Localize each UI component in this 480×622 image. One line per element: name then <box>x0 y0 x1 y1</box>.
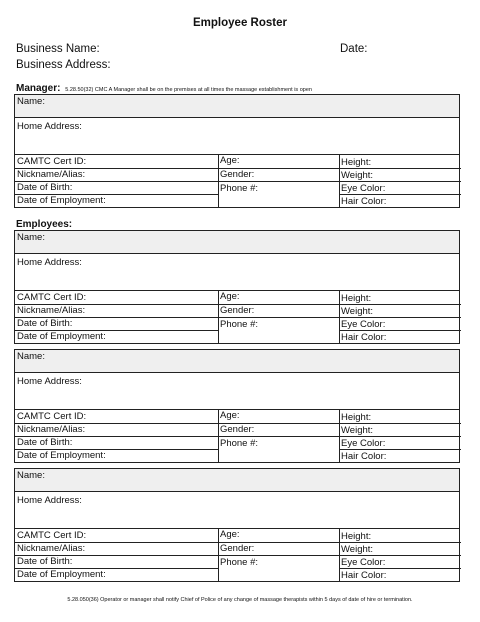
name-label: Name: <box>17 96 45 107</box>
details-grid <box>15 155 459 207</box>
nickname-label[interactable]: Nickname/Alias: <box>17 169 86 180</box>
gender-label[interactable]: Gender: <box>220 169 255 180</box>
home-address-row[interactable] <box>15 373 459 410</box>
phone-label[interactable]: Phone #: <box>220 319 259 330</box>
doe-label[interactable]: Date of Employment: <box>17 195 106 206</box>
name-row[interactable] <box>15 469 459 492</box>
name-label: Name: <box>17 470 45 481</box>
nickname-label[interactable]: Nickname/Alias: <box>17 424 86 435</box>
details-grid <box>15 410 459 462</box>
doe-label[interactable]: Date of Employment: <box>17 569 106 580</box>
manager-label: Manager: <box>16 83 61 94</box>
camtc-label[interactable]: CAMTC Cert ID: <box>17 156 87 167</box>
age-label[interactable]: Age: <box>220 529 240 540</box>
eye-color-label[interactable]: Eye Color: <box>341 183 386 194</box>
doe-label[interactable]: Date of Employment: <box>17 331 106 342</box>
age-label[interactable]: Age: <box>220 410 240 421</box>
eye-color-label[interactable]: Eye Color: <box>341 557 386 568</box>
footer-note: 5.28.050(36) Operator or manager shall notify Chief of Police of any change of massage therapists within 5 days of date of hire or termination. <box>67 597 413 603</box>
eye-color-label[interactable]: Eye Color: <box>341 319 386 330</box>
weight-label[interactable]: Weight: <box>341 544 374 555</box>
phone-label[interactable]: Phone #: <box>220 557 259 568</box>
weight-label[interactable]: Weight: <box>341 425 374 436</box>
hair-color-label[interactable]: Hair Color: <box>341 332 387 343</box>
employee-card-2 <box>14 349 460 463</box>
nickname-label[interactable]: Nickname/Alias: <box>17 305 86 316</box>
hair-color-label[interactable]: Hair Color: <box>341 451 387 462</box>
home-address-row[interactable] <box>15 492 459 529</box>
page-title: Employee Roster <box>193 17 287 29</box>
dob-label[interactable]: Date of Birth: <box>17 556 73 567</box>
hair-color-label[interactable]: Hair Color: <box>341 570 387 581</box>
name-row[interactable] <box>15 350 459 373</box>
eye-color-label[interactable]: Eye Color: <box>341 438 386 449</box>
name-label: Name: <box>17 351 45 362</box>
age-label[interactable]: Age: <box>220 155 240 166</box>
home-address-row[interactable] <box>15 118 459 155</box>
hair-color-label[interactable]: Hair Color: <box>341 196 387 207</box>
dob-label[interactable]: Date of Birth: <box>17 437 73 448</box>
details-grid <box>15 291 459 343</box>
dob-label[interactable]: Date of Birth: <box>17 182 73 193</box>
employee-card-1 <box>14 230 460 344</box>
doe-label[interactable]: Date of Employment: <box>17 450 106 461</box>
name-row[interactable] <box>15 231 459 254</box>
gender-label[interactable]: Gender: <box>220 543 255 554</box>
employees-label: Employees: <box>16 219 73 230</box>
home-address-label: Home Address: <box>17 495 82 506</box>
manager-card <box>14 94 460 208</box>
home-address-row[interactable] <box>15 254 459 291</box>
phone-label[interactable]: Phone #: <box>220 183 259 194</box>
name-row[interactable] <box>15 95 459 118</box>
camtc-label[interactable]: CAMTC Cert ID: <box>17 292 87 303</box>
camtc-label[interactable]: CAMTC Cert ID: <box>17 530 87 541</box>
height-label[interactable]: Height: <box>341 412 372 423</box>
home-address-label: Home Address: <box>17 257 82 268</box>
weight-label[interactable]: Weight: <box>341 306 374 317</box>
gender-label[interactable]: Gender: <box>220 305 255 316</box>
name-label: Name: <box>17 232 45 243</box>
manager-note: 5.28.50(32) CMC A Manager shall be on the premises at all times the massage establishment is open <box>65 87 312 93</box>
dob-label[interactable]: Date of Birth: <box>17 318 73 329</box>
business-address-label: Business Address: <box>16 59 111 71</box>
camtc-label[interactable]: CAMTC Cert ID: <box>17 411 87 422</box>
weight-label[interactable]: Weight: <box>341 170 374 181</box>
date-label: Date: <box>340 43 368 55</box>
phone-label[interactable]: Phone #: <box>220 438 259 449</box>
nickname-label[interactable]: Nickname/Alias: <box>17 543 86 554</box>
height-label[interactable]: Height: <box>341 157 372 168</box>
details-grid <box>15 529 459 581</box>
employee-card-3 <box>14 468 460 582</box>
gender-label[interactable]: Gender: <box>220 424 255 435</box>
home-address-label: Home Address: <box>17 121 82 132</box>
age-label[interactable]: Age: <box>220 291 240 302</box>
business-name-label: Business Name: <box>16 43 100 55</box>
home-address-label: Home Address: <box>17 376 82 387</box>
manager-heading <box>16 83 312 94</box>
height-label[interactable]: Height: <box>341 293 372 304</box>
height-label[interactable]: Height: <box>341 531 372 542</box>
